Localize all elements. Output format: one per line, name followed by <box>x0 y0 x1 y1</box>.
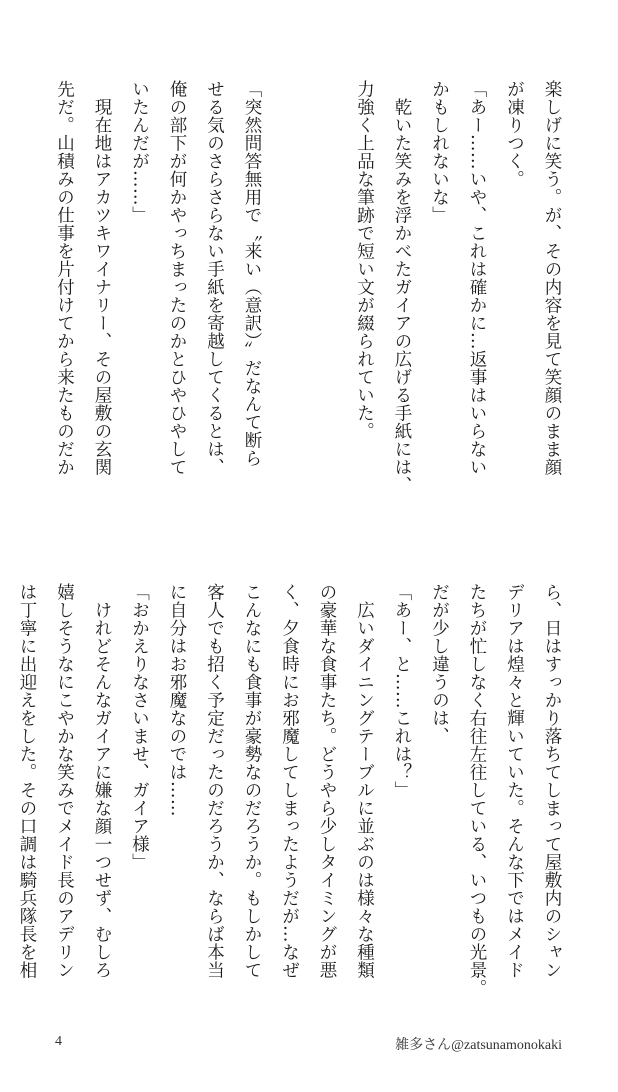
text-line: 楽しげに笑う。が、その内容を見て笑顔のまま顔 <box>542 80 562 476</box>
author-credit: 雑多さん@zatsunamonokaki <box>395 1038 562 1053</box>
text-line: 客人でも招く予定だったのだろうか、ならば本当 <box>204 583 225 979</box>
text-line: 「おかえりなさいませ、ガイア様」 <box>129 583 150 871</box>
text-line: 力強く上品な筆跡で短い文が綴られていた。 <box>354 80 375 440</box>
text-line: いたんだが……」 <box>129 80 150 224</box>
text-line <box>308 80 346 520</box>
text-line: 「あー……いや、これは確かに…返事はいらない <box>467 80 487 476</box>
text-block-top <box>50 80 570 520</box>
page-number: 4 <box>55 1034 62 1049</box>
text-line <box>270 80 308 520</box>
text-line <box>0 583 8 1023</box>
text-line: は丁寧に出迎えをした。その口調は騎兵隊長を相 <box>17 583 37 979</box>
text-line: が凍りつく。 <box>504 80 525 188</box>
text-line: 現在地はアカツキワイナリー、その屋敷の玄関 <box>92 80 112 476</box>
text-line: たちが忙しなく右往左往している、いつもの光景。 <box>467 583 487 997</box>
text-line: かもしれないな」 <box>429 80 450 224</box>
text-line: せる気のさらさらない手紙を寄越してくるとは、 <box>204 80 225 476</box>
text-line: だが少し違うのは、 <box>429 583 450 745</box>
text-line: 俺の部下が何かやっちまったのかとひやひやして <box>167 80 187 476</box>
text-line: 「突然問答無用で〝来い（意訳）〟だなんて断ら <box>242 80 262 468</box>
text-block-bottom <box>17 583 570 1023</box>
text-line: 先だ。山積みの仕事を片付けてから来たものだか <box>54 80 75 476</box>
text-line: デリアは煌々と輝いていた。そんな下ではメイド <box>504 583 525 979</box>
text-line: の豪華な食事たち。どうやら少しタイミングが悪 <box>317 583 337 979</box>
text-line: に自分はお邪魔なのでは…… <box>167 583 187 817</box>
text-line: 「あー、と……これは？」 <box>392 583 412 799</box>
text-line: 嬉しそうなにこやかな笑みでメイド長のアデリン <box>54 583 75 979</box>
text-line: 広いダイニングテーブルに並ぶのは様々な種類 <box>354 583 375 979</box>
text-line: く、夕食時にお邪魔してしまったようだが…なぜ <box>279 583 300 979</box>
text-line: 乾いた笑みを浮かべたガイアの広げる手紙には、 <box>392 80 412 494</box>
text-line: こんなにも食事が豪勢なのだろうか。もしかして <box>242 583 262 979</box>
text-line: ら、日はすっかり落ちてしまって屋敷内のシャン <box>542 583 562 979</box>
text-line: けれどそんなガイアに嫌な顔一つせず、むしろ <box>92 583 112 979</box>
